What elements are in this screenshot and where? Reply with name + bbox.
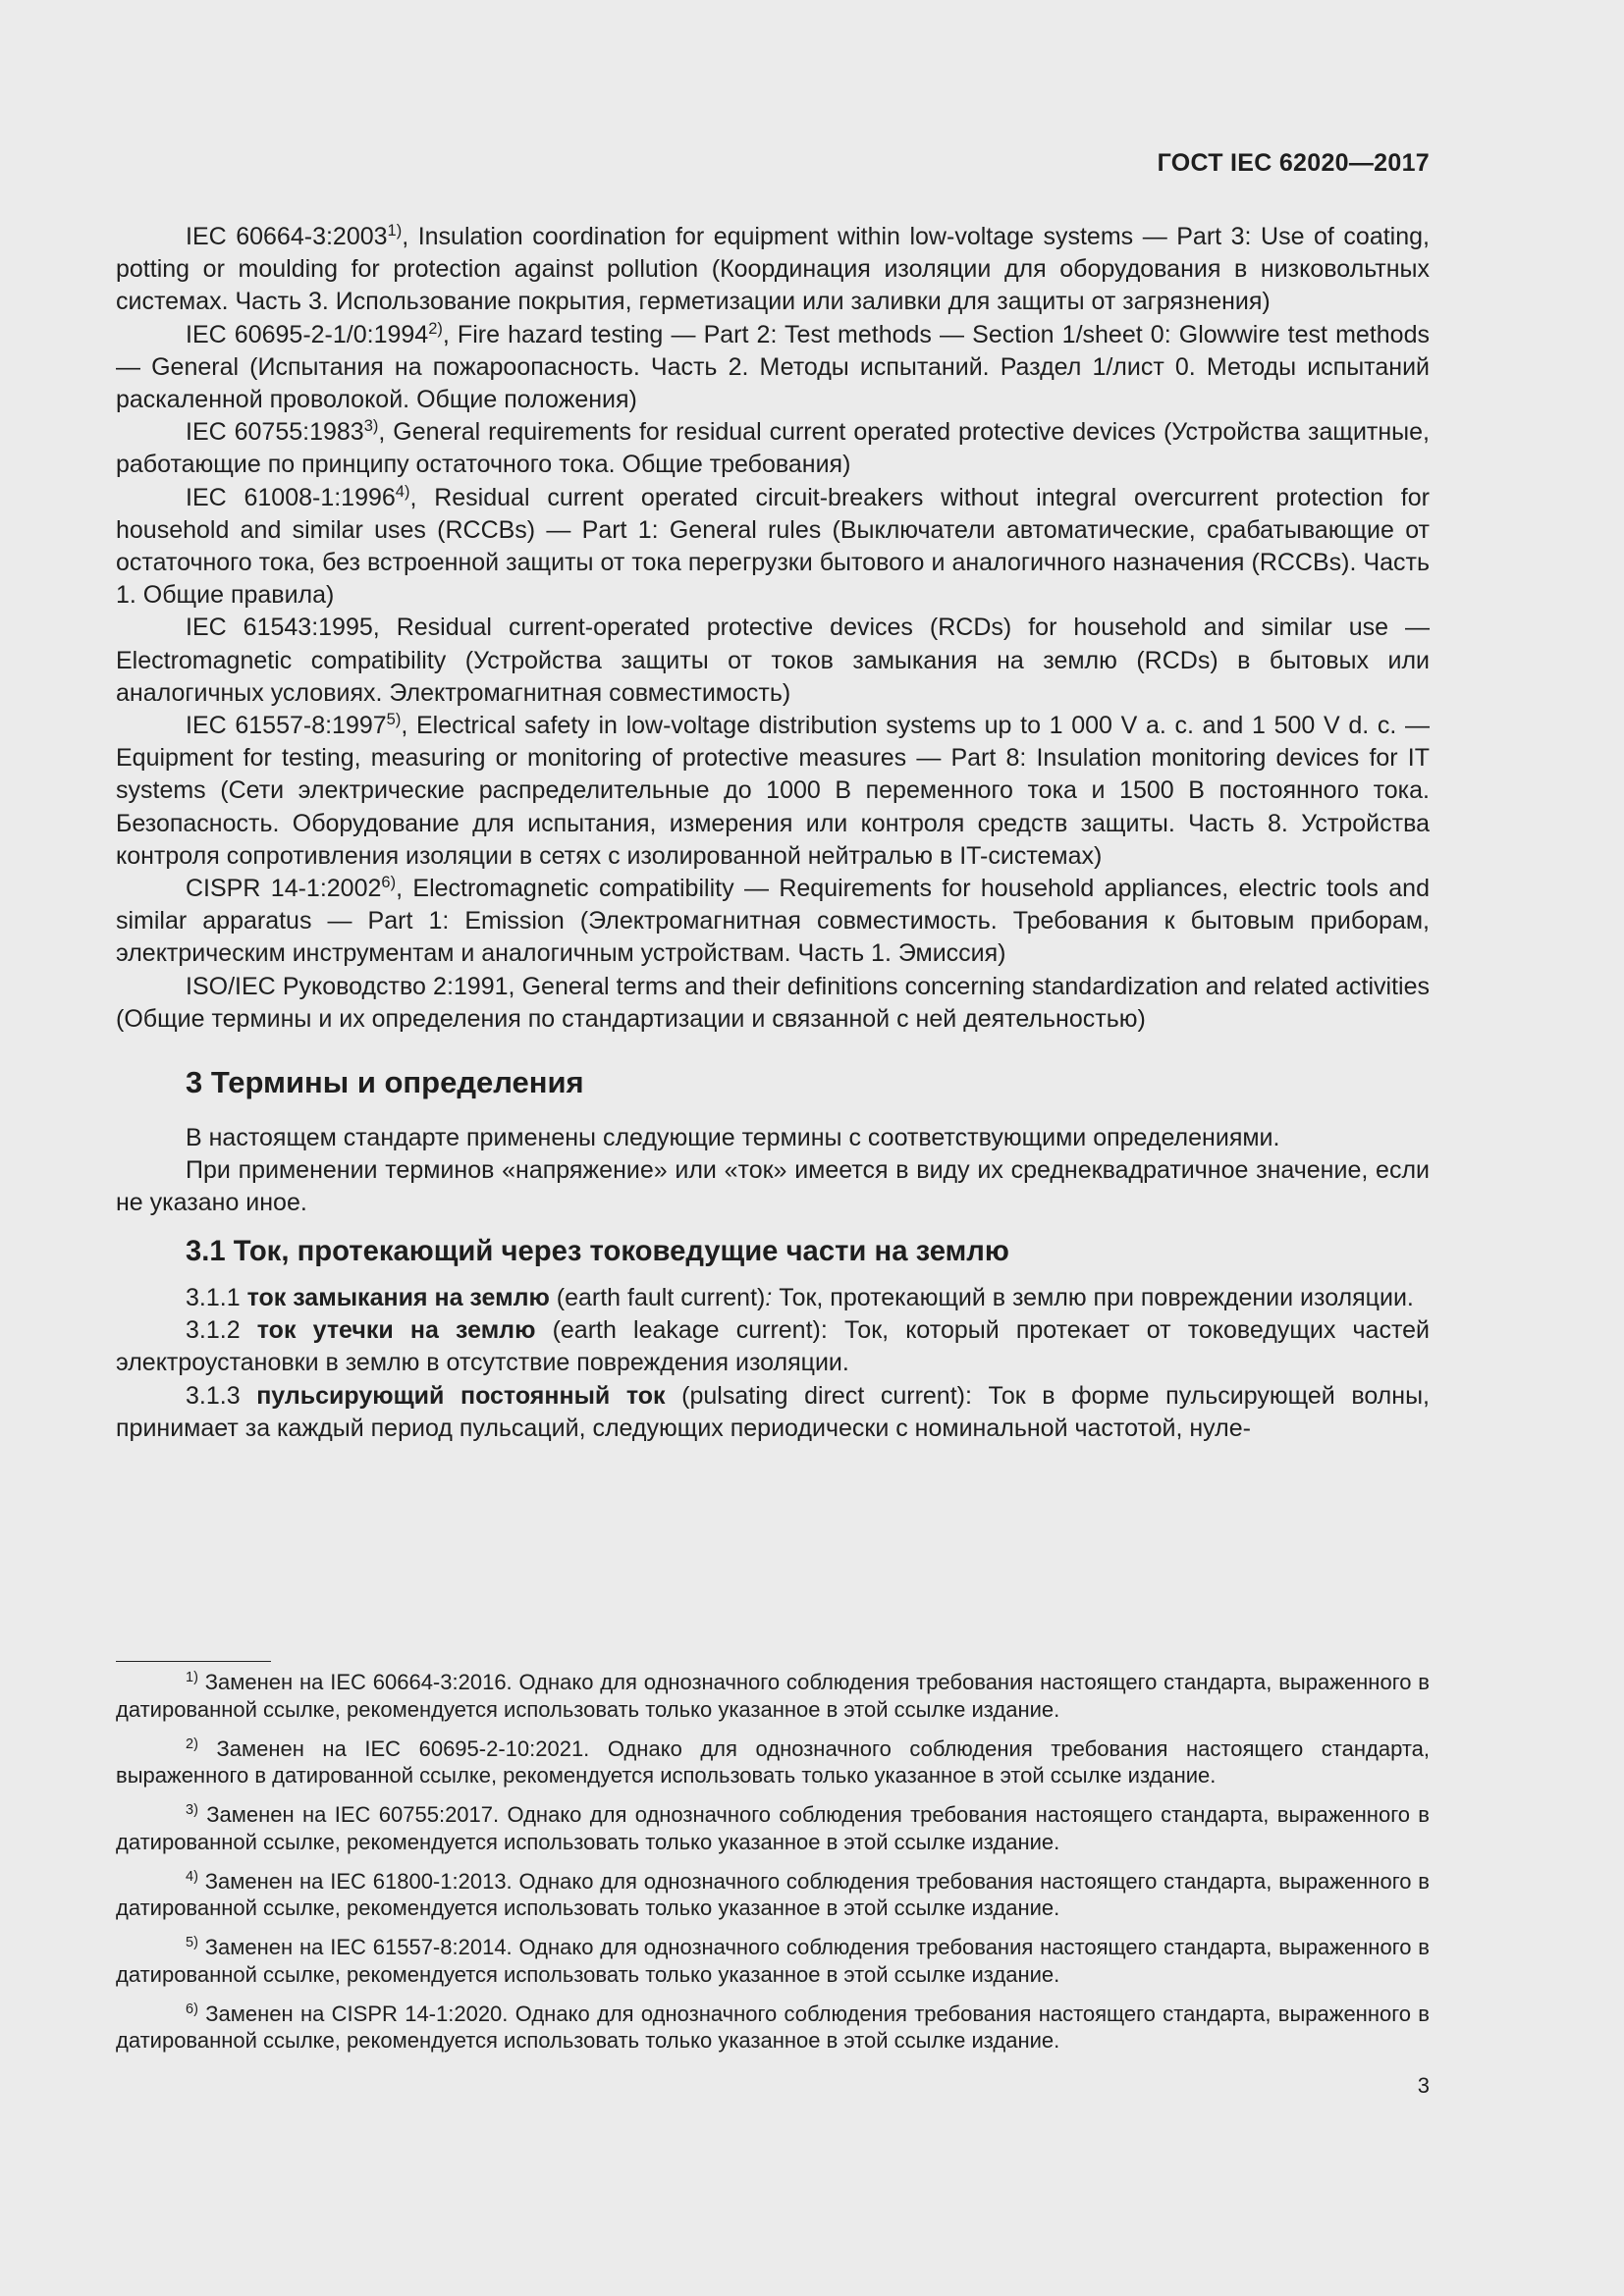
section-title: 3 Термины и определения [186,1065,584,1100]
term-separator: : [820,1316,828,1345]
reference-text: , General requirements for residual current operated protective devices (Устройства защитные, работающие по принципу остаточного тока. Общие требования) [116,418,1430,479]
footnote-text: Заменен на IEC 61557-8:2014. Однако для однозначного соблюдения требования настоящего стандарта, выраженного в датированной ссылке, рекомендуется использовать только указанное в этой ссылке издание. [116,1935,1430,1987]
page-number: 3 [1417,2073,1430,2098]
reference-text: , Electromagnetic compatibility — Requirements for household appliances, electric tools and similar apparatus — Part 1: Emission (Электромагнитная совместимость. Требования к бытовым приборам, электрическим инструментам и аналогичным устройствам. Часть 1. Эмиссия) [116,875,1430,968]
reference-item [116,482,1430,613]
reference-code: IEC 61543:1995 [186,614,373,642]
reference-text: , Fire hazard testing — Part 2: Test methods — Section 1/sheet 0: Glowwire test methods — General (Испытания на пожароопасность. Часть 2. Методы испытаний. Раздел 1/лист 0. Методы испытаний раскаленной проволокой. Общие положения) [116,320,1430,414]
reference-item [116,612,1430,710]
term-english: (pulsating direct current) [665,1381,965,1410]
document-header: ГОСТ IEC 62020—2017 [1157,149,1430,177]
reference-code: IEC 61557-8:1997 [186,712,387,740]
reference-text: , General terms and their definitions concerning standardization and related activities (Общие термины и их определения по стандартизации и связанной с ней деятельностью) [116,972,1430,1033]
footnote-mark: 6) [381,874,397,891]
footnote-mark: 4) [395,482,410,501]
term-definition: Ток, протекающий в землю при повреждении изоляции. [772,1283,1414,1311]
term-separator: : [964,1381,972,1410]
footnote-text: Заменен на IEC 61800-1:2013. Однако для однозначного соблюдения требования настоящего стандарта, выраженного в датированной ссылке, рекомендуется использовать только указанное в этой ссылке издание. [116,1868,1430,1920]
reference-item [116,221,1430,319]
section-intro: При применении терминов «напряжение» или «ток» имеется в виду их среднеквадратичное значение, если не указано иное. [116,1156,1430,1217]
footnote-mark: 2) [186,1735,198,1752]
term-entry [116,1282,1430,1314]
footnote-text: Заменен на CISPR 14-1:2020. Однако для однозначного соблюдения требования настоящего стандарта, выраженного в датированной ссылке, рекомендуется использовать только указанное в этой ссылке издание. [116,2001,1430,2053]
footnote-text: Заменен на IEC 60664-3:2016. Однако для однозначного соблюдения требования настоящего стандарта, выраженного в датированной ссылке, рекомендуется использовать только указанное в этой ссылке издание. [116,1670,1430,1722]
footnote-mark: 5) [186,1935,198,1951]
reference-text: , Insulation coordination for equipment within low-voltage systems — Part 3: Use of coating, potting or moulding for protection against pollution (Координация изоляции для оборудования в низковольтных системах. Часть 3. Использование покрытия, герметизации или заливки для защиты от загрязнения) [116,223,1430,316]
term-number: 3.1.1 [186,1283,241,1311]
term-name: пульсирующий постоянный ток [256,1381,666,1410]
reference-code: CISPR 14-1:2002 [186,875,382,903]
footnote-mark: 3) [363,417,379,436]
reference-item [116,416,1430,481]
footnotes [116,1669,1430,2066]
term-separator: : [765,1283,773,1311]
footnote-text: Заменен на IEC 60755:2017. Однако для однозначного соблюдения требования настоящего стандарта, выраженного в датированной ссылке, рекомендуется использовать только указанное в этой ссылке издание. [116,1802,1430,1854]
footnote [116,1669,1430,1723]
term-entry [116,1380,1430,1445]
reference-code: IEC 60755:1983 [186,418,364,447]
footnote-mark: 1) [387,221,403,240]
subsection-title: 3.1 Ток, протекающий через токоведущие части на землю [186,1235,1009,1267]
reference-item [116,319,1430,417]
reference-text: , Residual current-operated protective devices (RCDs) for household and similar use — Electromagnetic compatibility (Устройства защиты от токов замыкания на землю (RCDs) в бытовых или аналогичных условиях. Электромагнитная совместимость) [116,614,1430,707]
reference-code: IEC 61008-1:1996 [186,483,396,511]
reference-text: , Residual current operated circuit-breakers without integral overcurrent protection for household and similar uses (RCCBs) — Part 1: General rules (Выключатели автоматические, срабатывающие от остаточного тока, без встроенной защиты от тока перегрузки бытового и аналогичного назначения (RCCBs). Часть 1. Общие правила) [116,483,1430,610]
footnote-mark: 3) [186,1802,198,1819]
footnote-mark: 6) [186,2001,198,2017]
reference-text: , Electrical safety in low-voltage distribution systems up to 1 000 V a. c. and 1 500 V d. c. — Equipment for testing, measuring or monitoring of protective measures — Part 8: Insulation monitoring devices for IT systems (Сети электрические распределительные до 1000 В переменного тока и 1500 В постоянного тока. Безопасность. Оборудование для испытания, измерения или контроля средств защиты. Часть 8. Устройства контроля сопротивления изоляции в сетях с изолированной нейтралью в IT-системах) [116,712,1430,870]
term-definition: Ток, который протекает от токоведущих частей электроустановки в землю в отсутствие повреждения изоляции. [116,1316,1430,1377]
footnote-mark: 2) [428,319,443,338]
footnote [116,2001,1430,2055]
term-name: ток замыкания на землю [246,1283,550,1311]
reference-item [116,971,1430,1036]
footnote-separator [116,1661,271,1662]
term-entry [116,1314,1430,1379]
footnote [116,1868,1430,1922]
footnote [116,1801,1430,1855]
reference-item [116,710,1430,873]
reference-code: ISO/IEC Руководство 2:1991 [186,972,509,1000]
term-english: (earth leakage current) [535,1316,821,1345]
term-number: 3.1.2 [186,1316,241,1345]
footnote [116,1735,1430,1789]
footnote-text: Заменен на IEC 60695-2-10:2021. Однако для однозначного соблюдения требования настоящего стандарта, выраженного в датированной ссылке, рекомендуется использовать только указанное в этой ссылке издание. [116,1735,1430,1788]
footnote-mark: 5) [386,710,402,728]
term-definition: Ток в форме пульсирующей волны, принимает за каждый период пульсаций, следующих периодически с номинальной частотой, нуле- [116,1381,1430,1442]
page-body [116,221,1430,1445]
reference-code: IEC 60695-2-1/0:1994 [186,320,429,348]
footnote [116,1934,1430,1988]
footnote-mark: 1) [186,1670,198,1686]
term-english: (earth fault current) [549,1283,766,1311]
section-intro: В настоящем стандарте применены следующие термины с соответствующими определениями. [186,1124,1280,1152]
reference-item [116,873,1430,971]
reference-code: IEC 60664-3:2003 [186,223,388,250]
footnote-mark: 4) [186,1868,198,1885]
term-name: ток утечки на землю [256,1316,536,1345]
term-number: 3.1.3 [186,1381,241,1410]
